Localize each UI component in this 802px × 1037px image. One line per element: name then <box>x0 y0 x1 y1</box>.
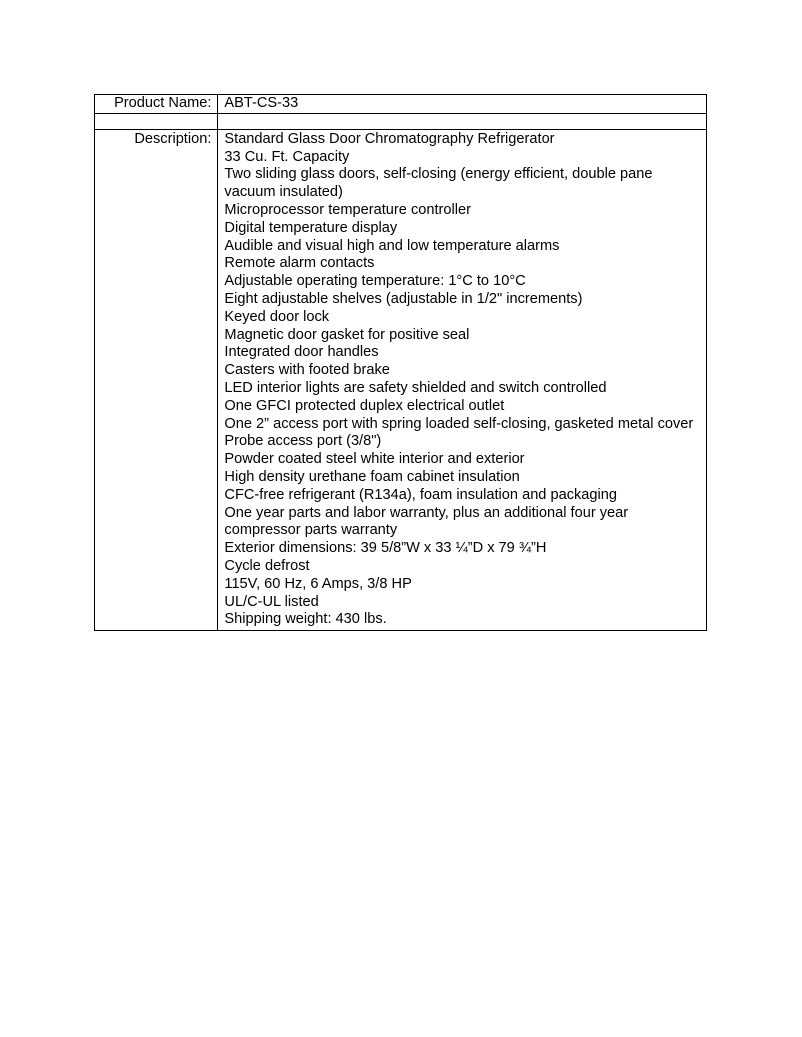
description-line: Powder coated steel white interior and exterior <box>224 451 525 468</box>
description-line: Digital temperature display <box>224 219 398 236</box>
description-row <box>95 129 707 630</box>
description-line: One 2” access port with spring loaded self-closing, gasketed metal cover <box>224 415 694 432</box>
description-line: Integrated door handles <box>224 344 379 361</box>
description-line: Casters with footed brake <box>224 362 390 379</box>
spacer-value-cell <box>218 113 707 129</box>
product-spec-table <box>94 94 707 631</box>
description-line: Exterior dimensions: 39 5/8”W x 33 ¼”D x 79 ¾”H <box>224 540 547 557</box>
description-line: Shipping weight: 430 lbs. <box>224 611 387 628</box>
description-line: Adjustable operating temperature: 1°C to 10°C <box>224 273 526 290</box>
description-line: High density urethane foam cabinet insulation <box>224 468 520 485</box>
description-label: Description: <box>95 129 218 630</box>
description-line: 33 Cu. Ft. Capacity <box>224 148 350 165</box>
spacer-row <box>95 113 707 129</box>
description-line: Eight adjustable shelves (adjustable in 1/2" increments) <box>224 290 583 307</box>
description-line: Remote alarm contacts <box>224 255 375 272</box>
description-line: Microprocessor temperature controller <box>224 201 471 218</box>
spacer-label-cell <box>95 113 218 129</box>
product-name-row <box>95 95 707 114</box>
description-line: Keyed door lock <box>224 308 330 325</box>
description-line: UL/C-UL listed <box>224 593 319 610</box>
description-line: Two sliding glass doors, self-closing (energy efficient, double pane vacuum insulated) <box>224 166 653 201</box>
description-line: One GFCI protected duplex electrical outlet <box>224 397 505 414</box>
description-line: CFC-free refrigerant (R134a), foam insulation and packaging <box>224 486 618 503</box>
description-line: LED interior lights are safety shielded and switch controlled <box>224 379 607 396</box>
description-line: One year parts and labor warranty, plus an additional four year compressor parts warranty <box>224 504 629 539</box>
description-line: Magnetic door gasket for positive seal <box>224 326 470 343</box>
description-line: Audible and visual high and low temperature alarms <box>224 237 560 254</box>
description-list <box>218 129 707 630</box>
description-line: Cycle defrost <box>224 557 310 574</box>
product-name-label: Product Name: <box>95 95 218 114</box>
product-name-value: ABT-CS-33 <box>218 95 707 114</box>
description-line: 115V, 60 Hz, 6 Amps, 3/8 HP <box>224 575 412 592</box>
description-line: Standard Glass Door Chromatography Refrigerator <box>224 130 555 147</box>
description-line: Probe access port (3/8") <box>224 433 382 450</box>
